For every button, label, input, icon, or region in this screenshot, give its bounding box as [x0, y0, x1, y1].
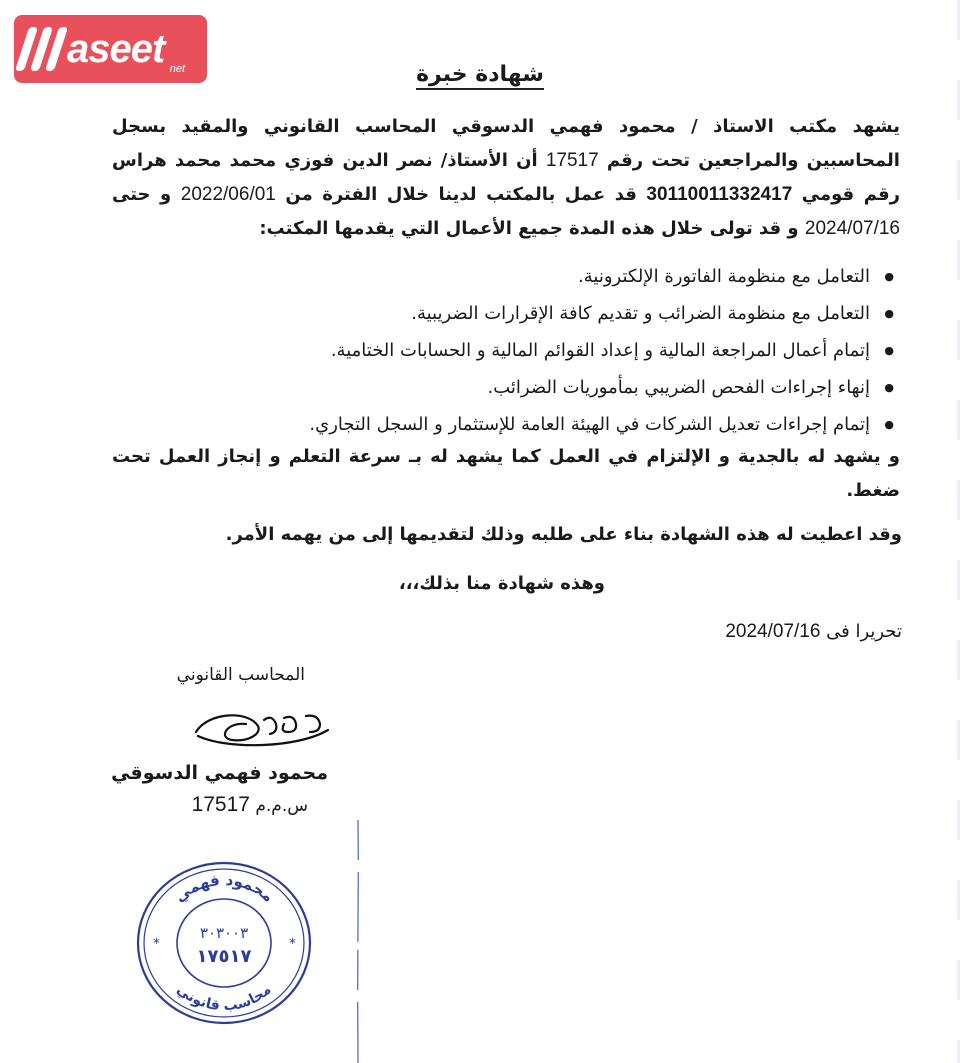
page-title: شهادة خبرة — [0, 62, 960, 87]
intro-line-3c: و — [160, 184, 172, 205]
closing-text: وهذه شهادة منا بذلك،،، — [398, 573, 605, 594]
svg-text:محمود فهمي — [171, 871, 277, 906]
list-item: ● التعامل مع منظومة الضرائب و تقديم كافة الإقرارات الضريبية. — [150, 295, 870, 332]
intro-line-3a: رقم قومي — [801, 184, 900, 205]
to-date: 2024/07/16 — [804, 218, 900, 239]
list-item: ● إتمام أعمال المراجعة المالية و إعداد القوائم المالية و الحسابات الختامية. — [150, 332, 870, 369]
logo-suffix: net — [169, 63, 185, 75]
intro-paragraph — [112, 110, 900, 246]
logo-brand: aseet — [67, 27, 165, 71]
stamp-star-icon: * — [289, 936, 296, 952]
list-item: ● التعامل مع منظومة الفاتورة الإلكترونية. — [150, 258, 870, 295]
written-label: تحريرا فى — [826, 621, 902, 642]
intro-line-4b: و قد تولى خلال هذه المدة جميع الأعمال التي يقدمها المكتب: — [259, 218, 799, 239]
registration-label: س.م.م — [255, 796, 308, 816]
stamp-top-text: محمود فهمي — [171, 870, 278, 906]
signature-role: المحاسب القانوني — [176, 665, 305, 685]
issued-text: وقد اعطيت له هذه الشهادة بناء على طلبه وذلك لتقديمها إلى من يهمه الأمر. — [225, 524, 902, 545]
intro-line-1: يشهد مكتب الاستاذ / محمود فهمي الدسوقي المحاسب القانوني والمقيد بسجل المحاسبين — [112, 116, 900, 171]
intro-line-4a: حتى — [112, 184, 151, 205]
pen-stroke-mark — [356, 820, 360, 1063]
intro-line-2b: أن الأستاذ/ نصر الدين فوزي محمد محمد هراس — [112, 150, 538, 171]
list-item: ● إنهاء إجراءات الفحص الضريبي بمأموريات الضرائب. — [150, 369, 870, 406]
national-id: 30110011332417 — [646, 184, 793, 205]
official-stamp — [133, 858, 315, 1028]
commendation-text: و يشهد له بالجدية و الإلتزام في العمل كما يشهد له بـ سرعة التعلم و إنجاز العمل تحت ضغط. — [112, 446, 900, 501]
written-date: 2024/07/16 — [725, 621, 821, 642]
written-date-line — [725, 621, 902, 643]
stamp-code: ٣٠٣٠٠٣ — [199, 924, 249, 942]
intro-line-3b: قد عمل بالمكتب لدينا خلال الفترة من — [285, 184, 637, 205]
stamp-bottom-text: محاسب قانوني — [173, 981, 275, 1015]
registration-number: 17517 — [545, 150, 599, 171]
signatory-reg-number: 17517 — [191, 793, 250, 816]
list-item: ● إتمام إجراءات تعديل الشركات في الهيئة العامة للإستثمار و السجل التجاري. — [150, 406, 870, 443]
tasks-list — [150, 258, 892, 443]
signatory-registration — [192, 793, 308, 817]
from-date: 2022/06/01 — [180, 184, 276, 205]
handwritten-signature — [188, 702, 338, 758]
stamp-star-icon: * — [153, 936, 160, 952]
signatory-name: محمود فهمي الدسوقي — [111, 762, 328, 784]
intro-line-2a: والمراجعين تحت رقم — [606, 150, 799, 171]
stamp-number: ١٧٥١٧ — [196, 946, 252, 967]
